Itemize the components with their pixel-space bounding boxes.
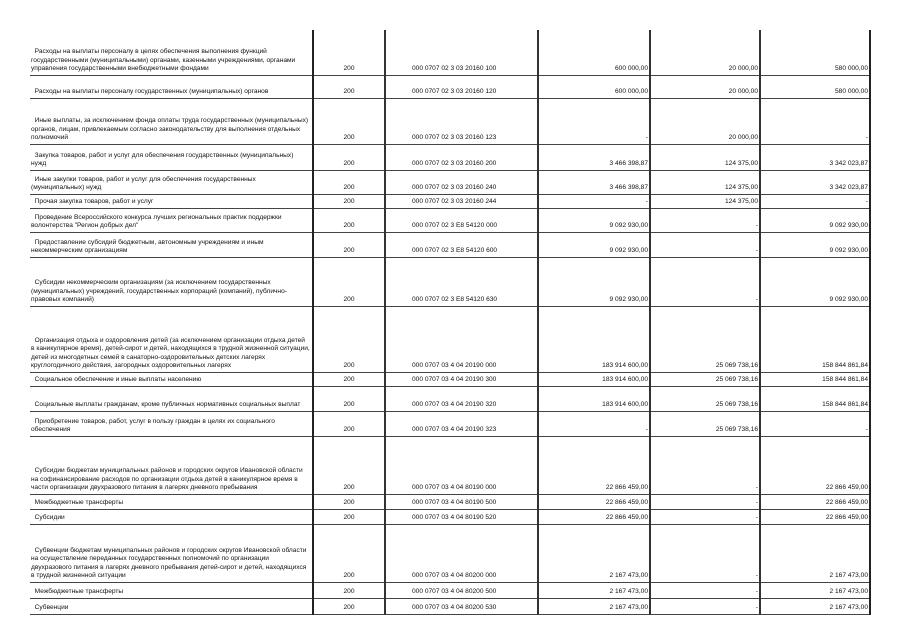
row-executed-amount: 20 000,00: [650, 99, 760, 145]
row-budget-code: 000 0707 02 3 03 20160 100: [385, 30, 538, 76]
row-description: Межбюджетные трансферты: [30, 495, 313, 510]
row-budget-code: 000 0707 02 3 03 20160 120: [385, 76, 538, 99]
row-kvr-code: 200: [313, 510, 385, 525]
row-executed-amount: -: [650, 258, 760, 307]
row-description: Субсидии бюджетам муниципальных районов и городских округов Ивановской области на софинансирование расходов по организации отдыха детей в каникулярное время в части организации двухразового питания в лагерях дневного пребывания: [30, 437, 313, 495]
table-row: [30, 373, 870, 387]
row-budget-code: 000 0707 03 4 04 80190 520: [385, 510, 538, 525]
row-kvr-code: 200: [313, 525, 385, 583]
row-remaining-amount: 22 866 459,00: [760, 495, 870, 510]
row-approved-amount: 183 914 600,00: [538, 387, 650, 412]
row-approved-amount: 600 000,00: [538, 30, 650, 76]
row-budget-code: 000 0707 02 3 03 20160 123: [385, 99, 538, 145]
row-kvr-code: 200: [313, 495, 385, 510]
row-executed-amount: 25 069 738,16: [650, 387, 760, 412]
row-approved-amount: 2 167 473,00: [538, 525, 650, 583]
row-remaining-amount: 158 844 861,84: [760, 307, 870, 373]
row-kvr-code: 200: [313, 387, 385, 412]
table-row: [30, 412, 870, 437]
row-approved-amount: 22 866 459,00: [538, 437, 650, 495]
table-row: [30, 76, 870, 99]
row-remaining-amount: 3 342 023,87: [760, 171, 870, 195]
row-kvr-code: 200: [313, 195, 385, 209]
row-budget-code: 000 0707 02 3 E8 54120 600: [385, 233, 538, 258]
row-remaining-amount: 158 844 861,84: [760, 387, 870, 412]
table-row: [30, 510, 870, 525]
row-kvr-code: 200: [313, 437, 385, 495]
row-description: Иные выплаты, за исключением фонда оплаты труда государственных (муниципальных) органов, лицам, привлекаемым согласно законодательству для выполнения отдельных полномочий: [30, 99, 313, 145]
table-body: [30, 30, 870, 615]
row-remaining-amount: 580 000,00: [760, 30, 870, 76]
table-row: [30, 599, 870, 615]
row-description: Межбюджетные трансферты: [30, 583, 313, 599]
row-budget-code: 000 0707 03 4 04 80190 500: [385, 495, 538, 510]
table-row: [30, 387, 870, 412]
row-budget-code: 000 0707 02 3 03 20160 244: [385, 195, 538, 209]
row-approved-amount: 3 466 398,87: [538, 171, 650, 195]
row-description: Субсидии некоммерческим организациям (за исключением государственных (муниципальных) учреждений, государственных корпораций (компаний), публично-правовых компаний): [30, 258, 313, 307]
row-kvr-code: 200: [313, 258, 385, 307]
table-row: [30, 258, 870, 307]
row-executed-amount: -: [650, 583, 760, 599]
row-executed-amount: -: [650, 233, 760, 258]
row-budget-code: 000 0707 03 4 04 20190 000: [385, 307, 538, 373]
row-approved-amount: 183 914 600,00: [538, 373, 650, 387]
row-approved-amount: 3 466 398,87: [538, 145, 650, 171]
row-remaining-amount: 2 167 473,00: [760, 599, 870, 615]
table-row: [30, 99, 870, 145]
table-row: [30, 145, 870, 171]
row-remaining-amount: 9 092 930,00: [760, 258, 870, 307]
row-approved-amount: 600 000,00: [538, 76, 650, 99]
row-description: Субсидии: [30, 510, 313, 525]
row-executed-amount: -: [650, 209, 760, 233]
row-budget-code: 000 0707 02 3 E8 54120 000: [385, 209, 538, 233]
row-description: Социальные выплаты гражданам, кроме публичных нормативных социальных выплат: [30, 387, 313, 412]
row-executed-amount: 20 000,00: [650, 76, 760, 99]
row-remaining-amount: 22 866 459,00: [760, 510, 870, 525]
row-description: Предоставление субсидий бюджетным, автономным учреждениям и иным некоммерческим организациям: [30, 233, 313, 258]
row-budget-code: 000 0707 03 4 04 80200 500: [385, 583, 538, 599]
row-description: Приобретение товаров, работ, услуг в пользу граждан в целях их социального обеспечения: [30, 412, 313, 437]
row-remaining-amount: 580 000,00: [760, 76, 870, 99]
row-description: Субвенции: [30, 599, 313, 615]
row-description: Организация отдыха и оздоровления детей (за исключением организации отдыха детей в каникулярное время), детей-сирот и детей, находящихся в трудной жизненной ситуации, детей из многодетных семей в санаторно-оздоровительных детских лагерях круглогодичного действия, загородных оздоровительных лагерях: [30, 307, 313, 373]
table-row: [30, 525, 870, 583]
row-approved-amount: -: [538, 195, 650, 209]
row-budget-code: 000 0707 03 4 04 20190 323: [385, 412, 538, 437]
row-budget-code: 000 0707 03 4 04 80190 000: [385, 437, 538, 495]
table-row: [30, 233, 870, 258]
row-approved-amount: 22 866 459,00: [538, 510, 650, 525]
row-approved-amount: 2 167 473,00: [538, 599, 650, 615]
row-remaining-amount: 9 092 930,00: [760, 209, 870, 233]
row-description: Субвенции бюджетам муниципальных районов и городских округов Ивановской области на осуществление переданных государственных полномочий по организации двухразового питания в лагерях дневного пребывания детей-сирот и детей, находящихся в трудной жизненной ситуации: [30, 525, 313, 583]
budget-execution-table: [30, 30, 871, 615]
row-remaining-amount: 2 167 473,00: [760, 583, 870, 599]
row-kvr-code: 200: [313, 412, 385, 437]
row-executed-amount: 124 375,00: [650, 171, 760, 195]
row-budget-code: 000 0707 03 4 04 80200 530: [385, 599, 538, 615]
row-kvr-code: 200: [313, 583, 385, 599]
row-approved-amount: 183 914 600,00: [538, 307, 650, 373]
row-remaining-amount: -: [760, 99, 870, 145]
row-executed-amount: 25 069 738,16: [650, 412, 760, 437]
row-kvr-code: 200: [313, 233, 385, 258]
row-kvr-code: 200: [313, 30, 385, 76]
table-row: [30, 30, 870, 76]
row-description: Проведение Всероссийского конкурса лучших региональных практик поддержки волонтерства "Регион добрых дел": [30, 209, 313, 233]
row-kvr-code: 200: [313, 99, 385, 145]
row-description: Расходы на выплаты персоналу в целях обеспечения выполнения функций государственными (муниципальными) органами, казенными учреждениями, органами управления государственными внебюджетными фондами: [30, 30, 313, 76]
row-budget-code: 000 0707 03 4 04 20190 300: [385, 373, 538, 387]
row-approved-amount: -: [538, 99, 650, 145]
row-executed-amount: -: [650, 495, 760, 510]
row-approved-amount: 9 092 930,00: [538, 209, 650, 233]
row-executed-amount: -: [650, 437, 760, 495]
row-approved-amount: 2 167 473,00: [538, 583, 650, 599]
row-remaining-amount: 9 092 930,00: [760, 233, 870, 258]
row-kvr-code: 200: [313, 373, 385, 387]
row-approved-amount: -: [538, 412, 650, 437]
row-description: Расходы на выплаты персоналу государственных (муниципальных) органов: [30, 76, 313, 99]
row-description: Иные закупки товаров, работ и услуг для обеспечения государственных (муниципальных) нужд: [30, 171, 313, 195]
row-executed-amount: 124 375,00: [650, 145, 760, 171]
table-row: [30, 171, 870, 195]
row-kvr-code: 200: [313, 209, 385, 233]
row-executed-amount: -: [650, 525, 760, 583]
row-executed-amount: 25 069 738,16: [650, 307, 760, 373]
row-budget-code: 000 0707 03 4 04 80200 000: [385, 525, 538, 583]
row-kvr-code: 200: [313, 307, 385, 373]
table-row: [30, 195, 870, 209]
row-budget-code: 000 0707 02 3 03 20160 200: [385, 145, 538, 171]
row-executed-amount: 20 000,00: [650, 30, 760, 76]
row-description: Прочая закупка товаров, работ и услуг: [30, 195, 313, 209]
row-remaining-amount: 158 844 861,84: [760, 373, 870, 387]
row-kvr-code: 200: [313, 76, 385, 99]
row-remaining-amount: 2 167 473,00: [760, 525, 870, 583]
row-remaining-amount: -: [760, 195, 870, 209]
row-kvr-code: 200: [313, 145, 385, 171]
row-remaining-amount: -: [760, 412, 870, 437]
row-description: Социальное обеспечение и иные выплаты населению: [30, 373, 313, 387]
table-row: [30, 307, 870, 373]
row-remaining-amount: 22 866 459,00: [760, 437, 870, 495]
row-kvr-code: 200: [313, 599, 385, 615]
table-row: [30, 495, 870, 510]
row-executed-amount: 25 069 738,16: [650, 373, 760, 387]
row-executed-amount: -: [650, 510, 760, 525]
table-row: [30, 209, 870, 233]
table-row: [30, 583, 870, 599]
row-approved-amount: 9 092 930,00: [538, 233, 650, 258]
row-budget-code: 000 0707 02 3 E8 54120 630: [385, 258, 538, 307]
row-executed-amount: -: [650, 599, 760, 615]
row-approved-amount: 9 092 930,00: [538, 258, 650, 307]
row-remaining-amount: 3 342 023,87: [760, 145, 870, 171]
row-approved-amount: 22 866 459,00: [538, 495, 650, 510]
row-budget-code: 000 0707 02 3 03 20160 240: [385, 171, 538, 195]
row-executed-amount: 124 375,00: [650, 195, 760, 209]
table-row: [30, 437, 870, 495]
row-kvr-code: 200: [313, 171, 385, 195]
row-budget-code: 000 0707 03 4 04 20190 320: [385, 387, 538, 412]
row-description: Закупка товаров, работ и услуг для обеспечения государственных (муниципальных) нужд: [30, 145, 313, 171]
